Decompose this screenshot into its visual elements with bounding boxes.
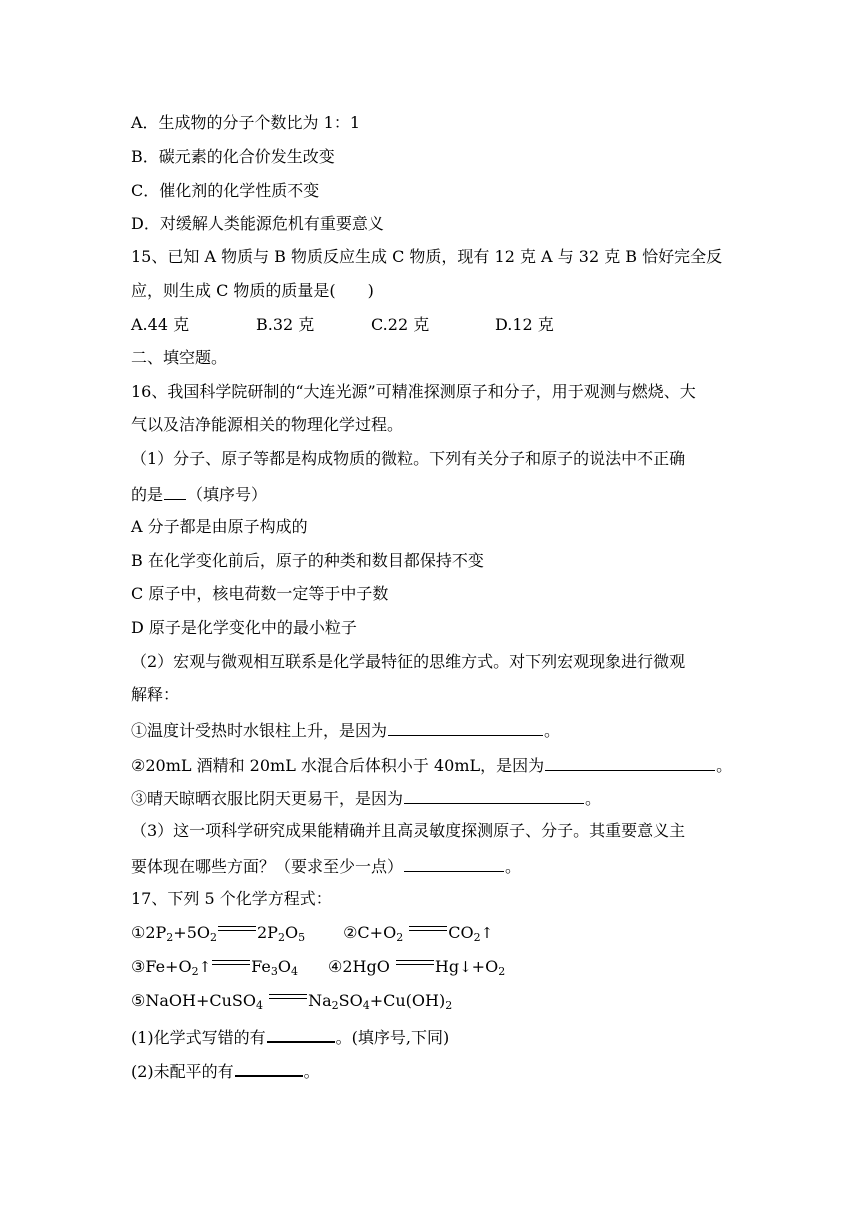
eq1-number: ①	[131, 923, 146, 942]
q16-part1-line2	[131, 482, 267, 506]
q15-stem-line2: 应，则生成 C 物质的质量是( )	[131, 281, 374, 300]
q17-sub1-end: 。(填序号,下同)	[335, 1028, 450, 1047]
q17-sub1-text: (1)化学式写错的有	[131, 1028, 266, 1047]
q16-part2-line1: （2）宏观与微观相互联系是化学最特征的思维方式。对下列宏观现象进行微观	[131, 652, 686, 671]
eq4-number: ④	[327, 957, 343, 976]
q17-sub1-blank[interactable]	[267, 1024, 335, 1043]
equals-sign-icon	[409, 924, 447, 936]
q16-part1-answer-blank[interactable]	[164, 482, 186, 500]
q17-sub2-end: 。	[303, 1062, 320, 1081]
q14-option-a: A．生成物的分子个数比为 1：1	[131, 113, 361, 132]
q16-part1-option-c: C 原子中，核电荷数一定等于中子数	[131, 584, 389, 603]
q16-part3-blank[interactable]	[404, 854, 504, 872]
q16-part2-item2	[131, 753, 732, 777]
q17-equations-row3: ⑤NaOH+CuSO$_4$ $Na_2SO_4+Cu(OH)_2$	[131, 991, 453, 1012]
q16-part1-prefix: 的是	[131, 485, 164, 504]
q17-equations-row2: $③Fe+O_2↑$ $Fe_3O_4$ ④2HgO $Hg↓+O_2$	[131, 957, 506, 978]
eq5-number: ⑤	[131, 991, 146, 1010]
q16-part3-line1: （3）这一项科学研究成果能精确并且高灵敏度探测原子、分子。其重要意义主	[131, 821, 686, 840]
q15-option-a: A.44 克	[131, 315, 190, 334]
q16-part2-item2-text: ②20mL 酒精和 20mL 水混合后体积小于 40mL，是因为	[131, 756, 545, 775]
q16-part1-option-a: A 分子都是由原子构成的	[131, 517, 308, 536]
eq3-number: ③	[131, 957, 146, 976]
q17-sub1	[131, 1024, 449, 1049]
gas-arrow-up-icon: ↑	[480, 924, 494, 942]
q16-part2-item1-blank[interactable]	[388, 718, 543, 736]
section-heading: 二、填空题。	[131, 348, 228, 367]
q14-option-b: B．碳元素的化合价发生改变	[131, 147, 335, 166]
gas-arrow-up-icon: ↑	[198, 958, 212, 976]
q16-part2-item2-end: 。	[716, 756, 733, 775]
q15-option-b: B.32 克	[256, 315, 315, 334]
q16-part2-item3-text: ③晴天晾晒衣服比阴天更易干，是因为	[131, 789, 404, 808]
q15-options	[131, 314, 554, 336]
q16-part2-item3	[131, 786, 601, 810]
q17-intro: 17、下列 5 个化学方程式：	[131, 889, 332, 908]
q14-option-c: C．催化剂的化学性质不变	[131, 181, 320, 200]
precipitate-arrow-down-icon: ↓	[459, 958, 472, 976]
eq2-number: ②	[343, 923, 358, 942]
q17-equations-row1: $①2P_2+5O_2$ $2P_2O_5$ $②C+O_2$ $CO_2↑$	[131, 923, 494, 944]
q15-stem-line1: 15、已知 A 物质与 B 物质反应生成 C 物质，现有 12 克 A 与 32 克 B 恰好完全反	[131, 247, 723, 266]
q16-stem-line1: 16、我国科学院研制的“大连光源”可精准探测原子和分子，用于观测与燃烧、大	[131, 382, 696, 401]
q15-option-c: C.22 克	[371, 315, 430, 334]
q16-part2-item3-end: 。	[585, 789, 602, 808]
q16-part1-option-b: B 在化学变化前后，原子的种类和数目都保持不变	[131, 551, 484, 570]
q16-part2-item1	[131, 718, 560, 742]
q16-part1-line1: （1）分子、原子等都是构成物质的微粒。下列有关分子和原子的说法中不正确	[131, 449, 686, 468]
q16-stem-line2: 气以及洁净能源相关的物理化学过程。	[131, 415, 404, 434]
q16-part3-end: 。	[505, 857, 522, 876]
q16-part2-item3-blank[interactable]	[404, 786, 584, 804]
q16-part2-item2-blank[interactable]	[545, 753, 715, 771]
q16-part3-line2	[131, 854, 521, 878]
equals-sign-icon	[396, 958, 434, 970]
q16-part2-line2: 解释：	[131, 685, 180, 704]
q16-part1-option-d: D 原子是化学变化中的最小粒子	[131, 618, 357, 637]
equals-sign-icon	[212, 958, 250, 970]
q16-part1-suffix: （填序号）	[187, 485, 268, 504]
q17-sub2	[131, 1058, 320, 1083]
q17-sub2-text: (2)未配平的有	[131, 1062, 234, 1081]
q16-part2-item1-end: 。	[544, 721, 561, 740]
q16-part3-text: 要体现在哪些方面？（要求至少一点）	[131, 857, 404, 876]
equals-sign-icon	[218, 924, 256, 936]
q16-part2-item1-text: ①温度计受热时水银柱上升，是因为	[131, 721, 388, 740]
q14-option-d: D．对缓解人类能源危机有重要意义	[131, 214, 384, 233]
q15-option-d: D.12 克	[495, 315, 554, 334]
equals-sign-icon	[269, 992, 307, 1004]
q17-sub2-blank[interactable]	[235, 1058, 303, 1077]
